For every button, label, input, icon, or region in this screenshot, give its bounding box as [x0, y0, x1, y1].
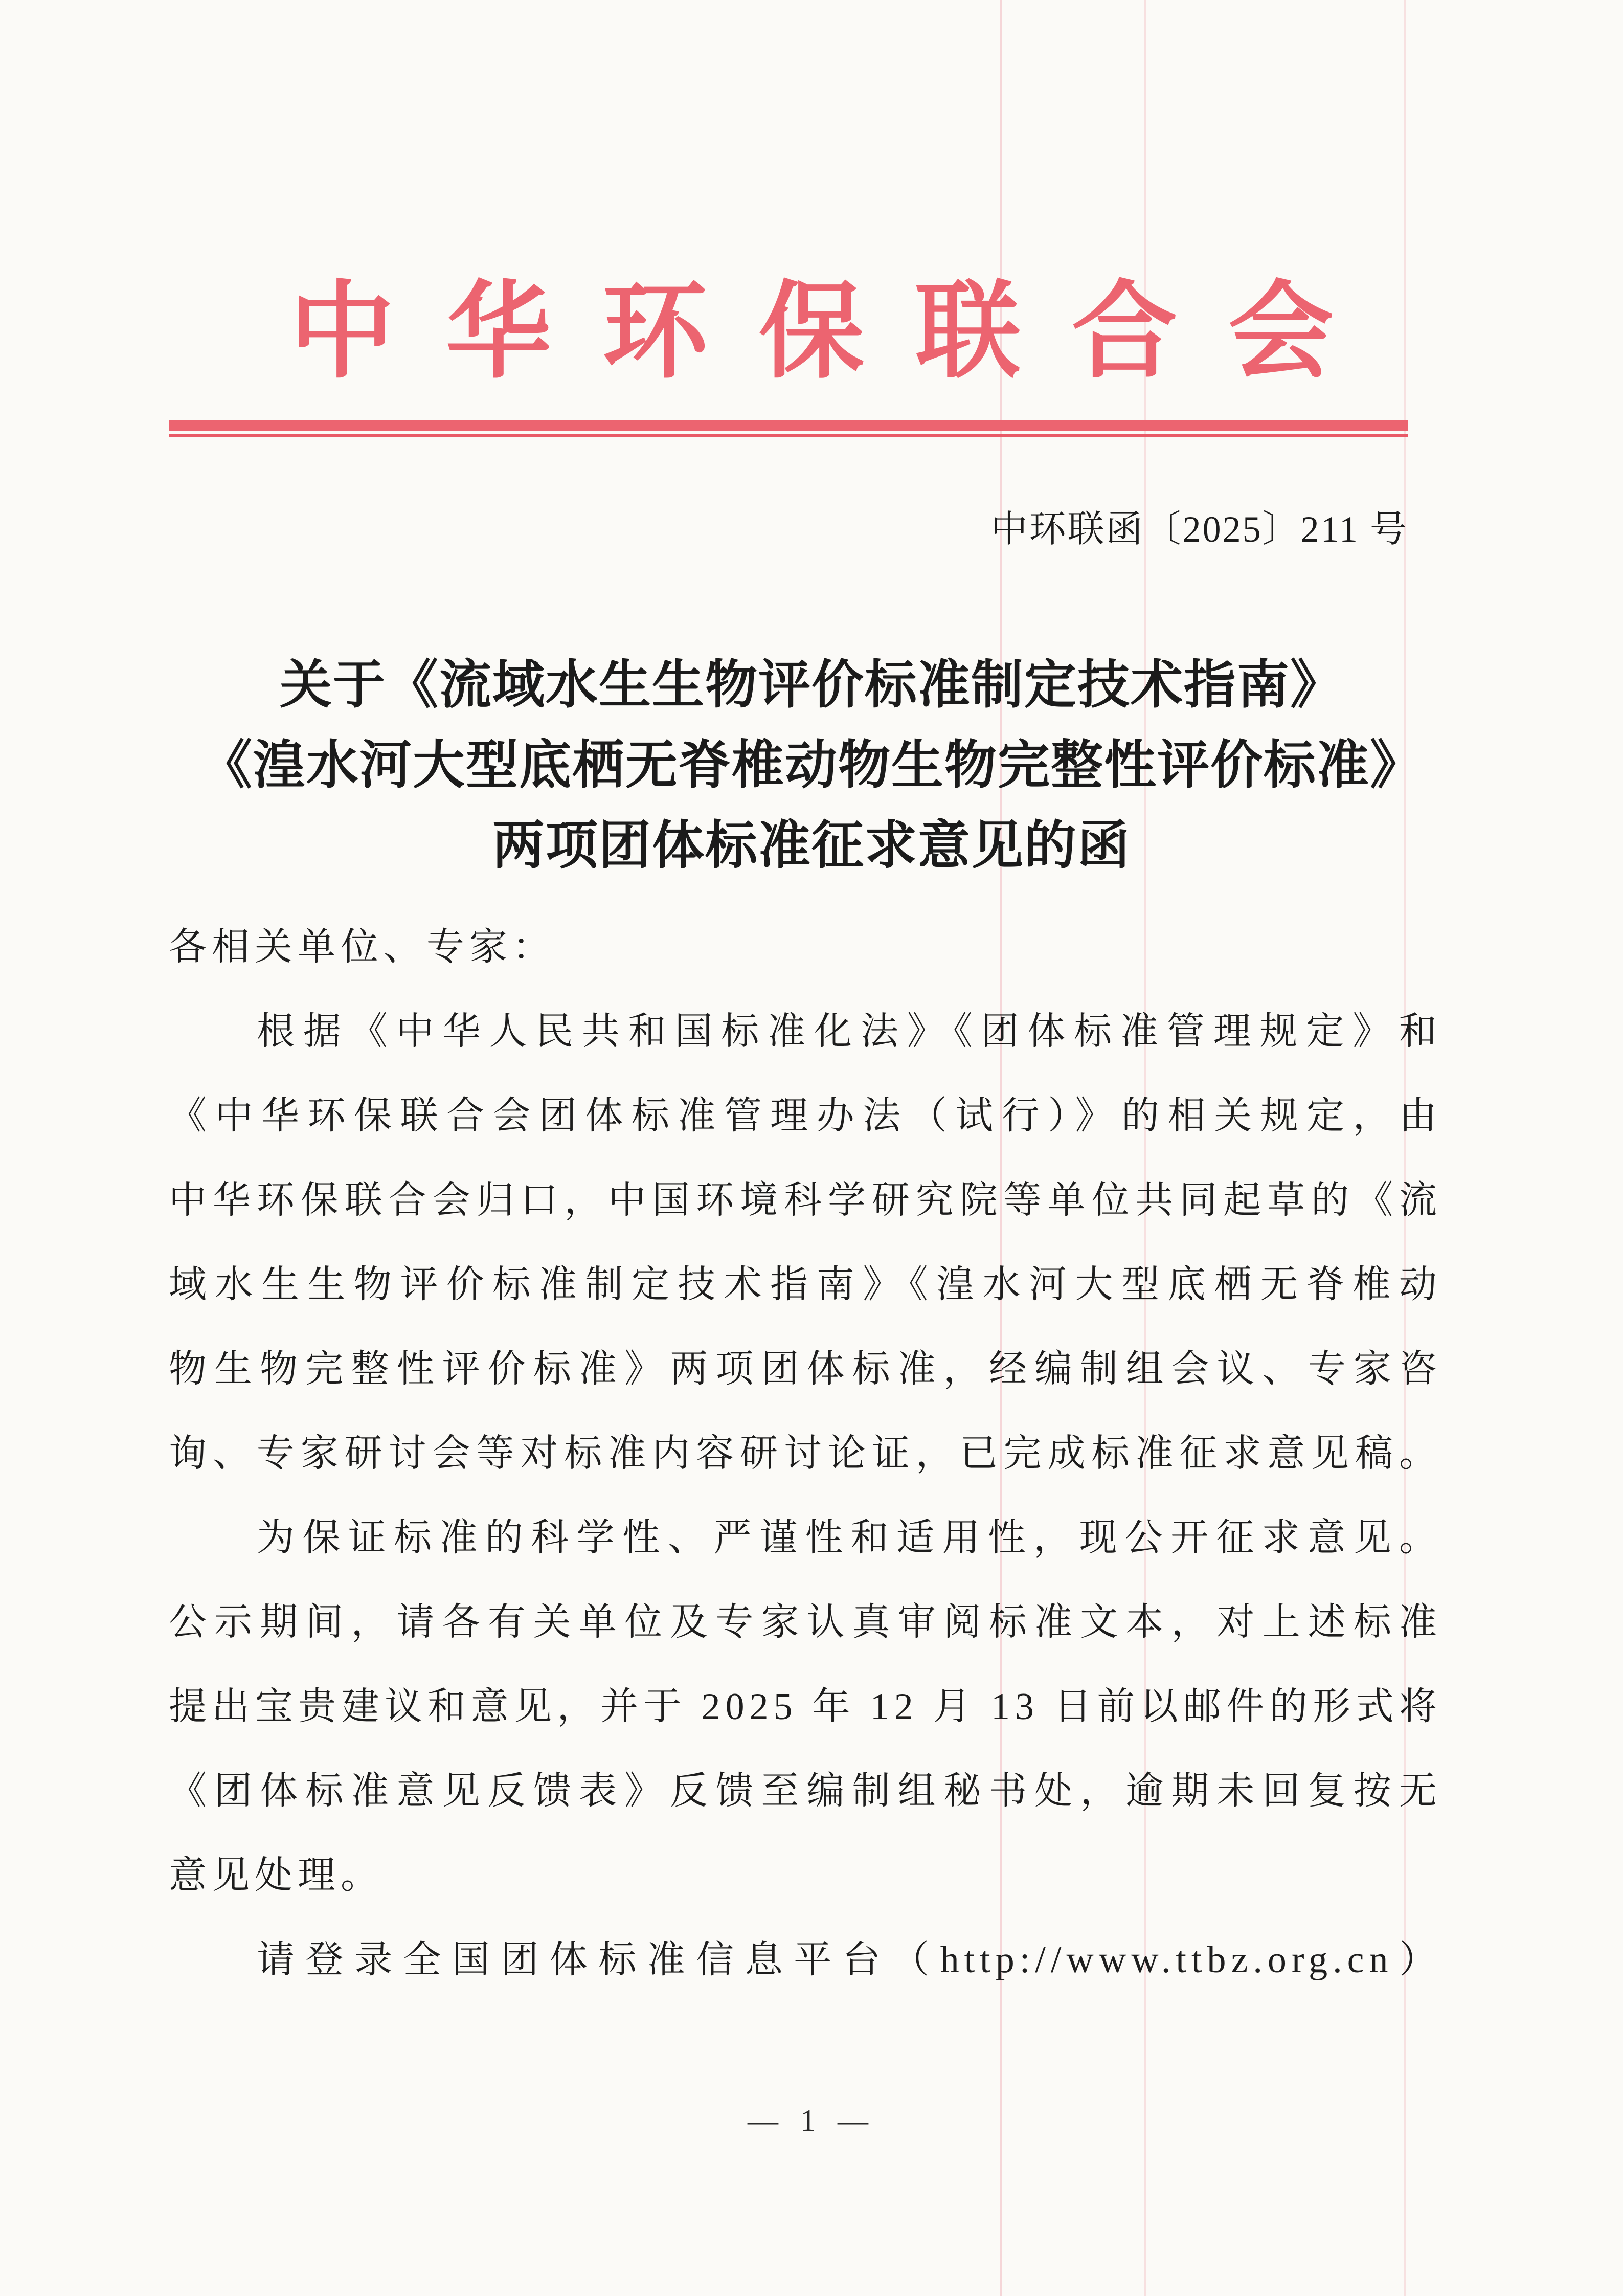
body-line: 《中华环保联合会团体标准管理办法（试行）》的相关规定，由	[169, 1095, 1442, 1137]
body-line: 公示期间，请各有关单位及专家认真审阅标准文本，对上述标准	[169, 1601, 1442, 1643]
title-line-2: 《湟水河大型底栖无脊椎动物生物完整性评价标准》	[200, 737, 1423, 795]
letterhead-rule-thin	[169, 434, 1408, 437]
body-line: 为保证标准的科学性、严谨性和适用性，现公开征求意见。	[257, 1517, 1442, 1559]
title-line-3: 两项团体标准征求意见的函	[492, 817, 1131, 875]
document-number: 中环联函〔2025〕211 号	[990, 509, 1408, 550]
title-line-1: 关于《流域水生生物评价标准制定技术指南》	[280, 657, 1343, 715]
body-line: 提出宝贵建议和意见，并于 2025 年 12 月 13 日前以邮件的形式将	[169, 1686, 1442, 1728]
body-line: 中华环保联合会归口，中国环境科学研究院等单位共同起草的《流	[169, 1179, 1442, 1221]
body-line: 《团体标准意见反馈表》反馈至编制组秘书处，逾期未回复按无	[169, 1770, 1442, 1812]
body-line: 域水生生物评价标准制定技术指南》《湟水河大型底栖无脊椎动	[169, 1264, 1442, 1306]
body-line: 询、专家研讨会等对标准内容研讨论证，已完成标准征求意见稿。	[169, 1433, 1442, 1475]
body-line: 根据《中华人民共和国标准化法》《团体标准管理规定》和	[257, 1011, 1442, 1053]
document-title	[0, 645, 1623, 886]
salutation: 各相关单位、专家：	[169, 926, 555, 968]
body-line-url: 请登录全国团体标准信息平台（http://www.ttbz.org.cn）	[257, 1939, 1442, 1981]
letterhead-org-name: 中华环保联合会	[289, 274, 1385, 391]
document-body	[169, 905, 1442, 2002]
body-line: 物生物完整性评价标准》两项团体标准，经编制组会议、专家咨	[169, 1348, 1442, 1390]
letterhead-rule-thick	[169, 420, 1408, 431]
page-number: — 1 —	[748, 2104, 875, 2137]
body-line: 意见处理。	[169, 1855, 384, 1897]
